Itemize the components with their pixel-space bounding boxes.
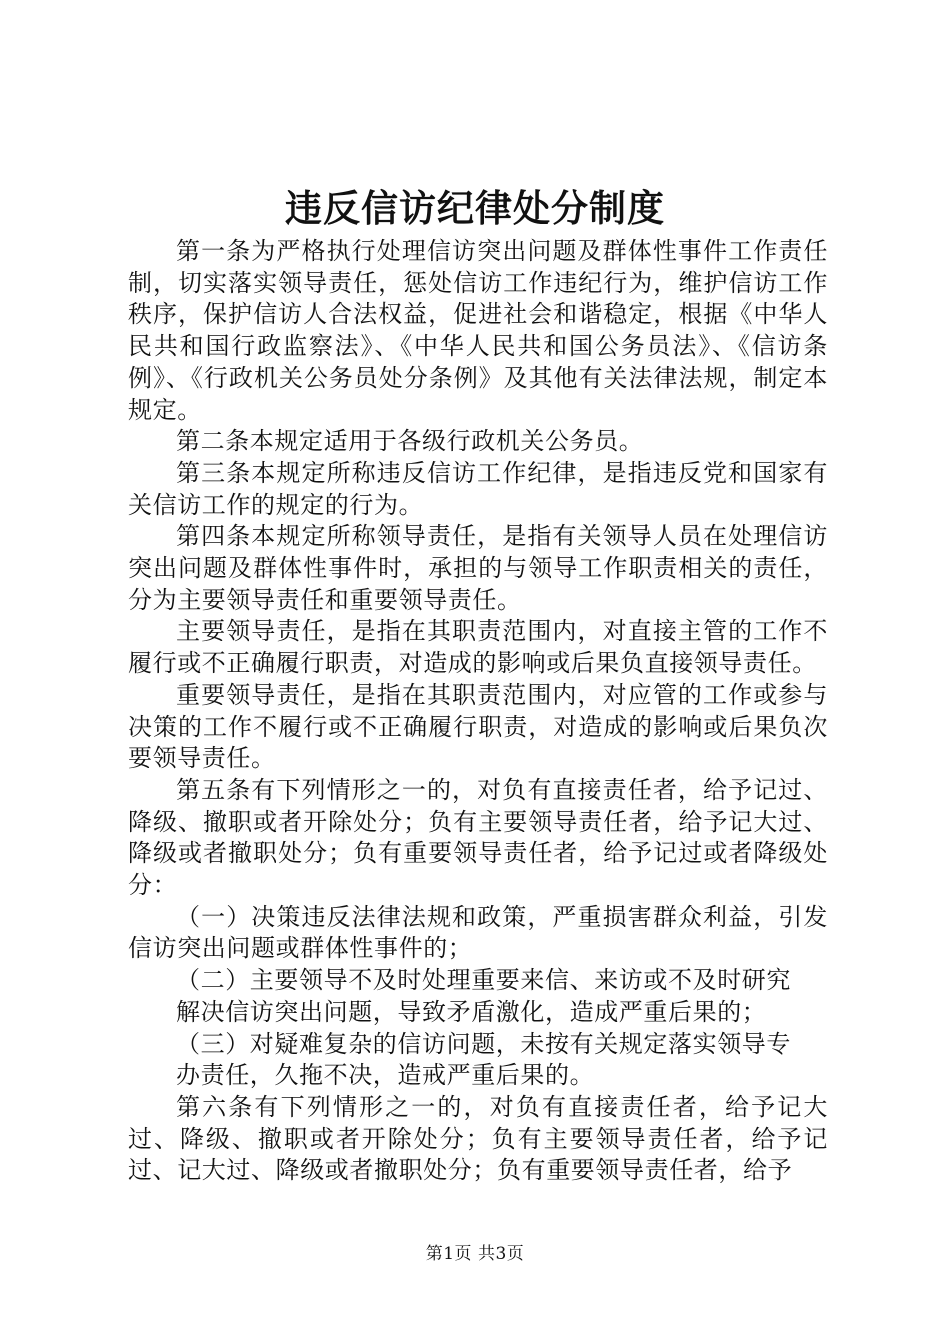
article-5-paragraph: 第五条有下列情形之一的，对负有直接责任者，给予记过、降级、撤职或者开除处分；负有主要领导责任者，给予记大过、降级或者撤职处分；负有重要领导责任者，给予记过或者降级处分： — [128, 775, 828, 900]
important-responsibility-paragraph: 重要领导责任，是指在其职责范围内，对应管的工作或参与决策的工作不履行或不正确履行职责，对造成的影响或后果负次要领导责任。 — [128, 680, 828, 773]
article-5-item-3-line-1: （三）对疑难复杂的信访问题，未按有关规定落实领导专 — [176, 1029, 791, 1058]
article-4-paragraph: 第四条本规定所称领导责任，是指有关领导人员在处理信访突出问题及群体性事件时，承担的与领导工作职责相关的责任，分为主要领导责任和重要领导责任。 — [128, 522, 828, 614]
article-6-paragraph: 第六条有下列情形之一的，对负有直接责任者，给予记大过、降级、撤职或者开除处分；负有主要领导责任者，给予记过、记大过、降级或者撤职处分；负有重要领导责任者，给予 — [128, 1092, 828, 1185]
article-3-paragraph: 第三条本规定所称违反信访工作纪律，是指违反党和国家有关信访工作的规定的行为。 — [128, 458, 828, 519]
article-5-item-3-line-2: 办责任，久拖不决，造戒严重后果的。 — [176, 1061, 595, 1090]
document-title: 违反信访纪律处分制度 — [285, 186, 665, 230]
article-5-item-1: （一）决策违反法律法规和政策，严重损害群众利益，引发信访突出问题或群体性事件的； — [128, 902, 828, 963]
primary-responsibility-paragraph: 主要领导责任，是指在其职责范围内，对直接主管的工作不履行或不正确履行职责，对造成的影响或后果负直接领导责任。 — [128, 617, 828, 678]
article-1-paragraph: 第一条为严格执行处理信访突出问题及群体性事件工作责任制，切实落实领导责任，惩处信访工作违纪行为，维护信访工作秩序，保护信访人合法权益，促进社会和谐稳定，根据《中华人民共和国行政监察法》、《中华人民共和国公务员法》、《信访条例》、《行政机关公务员处分条例》及其他有关法律法规，制定本规定。 — [128, 237, 828, 424]
article-2-paragraph: 第二条本规定适用于各级行政机关公务员。 — [176, 427, 644, 456]
document-body — [128, 236, 828, 1187]
article-5-item-2-line-2: 解决信访突出问题，导致矛盾激化，造成严重后果的； — [176, 997, 767, 1026]
article-5-item-2-line-1: （二）主要领导不及时处理重要来信、来访或不及时研究 — [176, 966, 791, 995]
page-number-footer: 第1页 共3页 — [425, 1244, 525, 1264]
article-5-item-3 — [128, 1029, 828, 1092]
article-5-item-2 — [128, 965, 828, 1028]
